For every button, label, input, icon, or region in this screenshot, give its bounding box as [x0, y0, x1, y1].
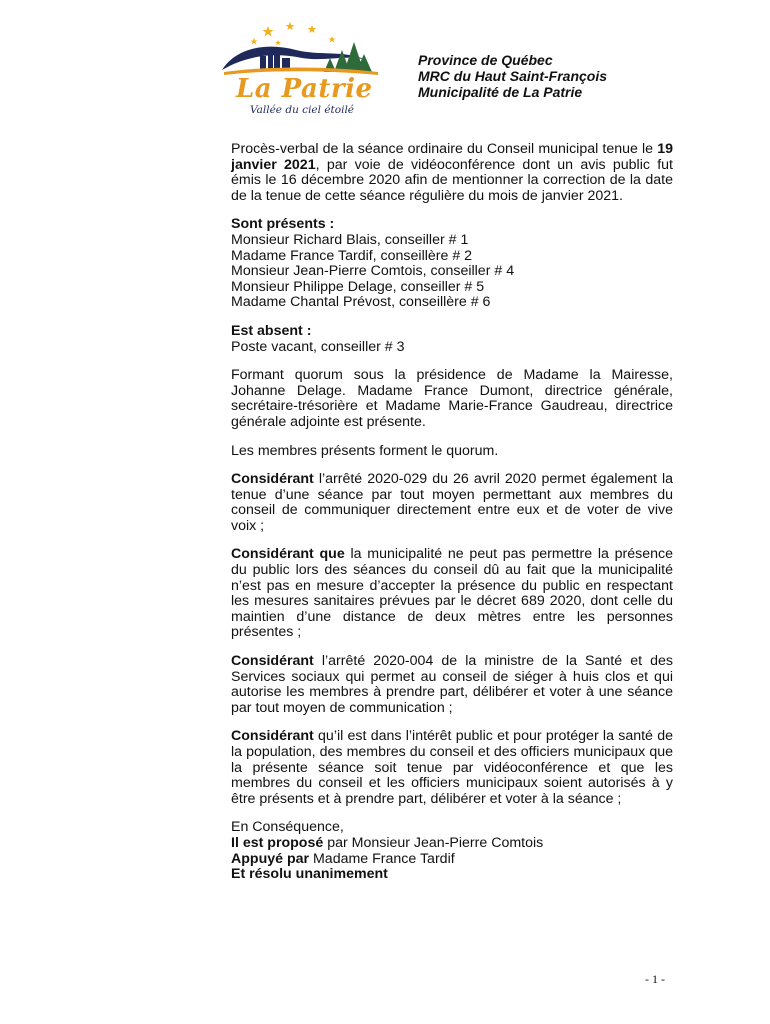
- consequence-line: En Conséquence,: [231, 819, 344, 836]
- present-members: [231, 217, 673, 311]
- present-member: Monsieur Jean-Pierre Comtois, conseiller # 4: [231, 263, 515, 280]
- logo-emblem-icon: [216, 20, 386, 80]
- logo-name: La Patrie: [236, 74, 373, 104]
- considerant-paragraph: Considérant l’arrêté 2020-029 du 26 avril 2020 permet également la tenue d’une séance par tout moyen permettant aux membres du conseil de communiquer directement entre eux et de voter de vive voix ;: [231, 471, 673, 534]
- present-member: Monsieur Philippe Delage, conseiller # 5: [231, 278, 485, 295]
- municipality-logo: [216, 20, 386, 116]
- resolved-line: Et résolu unanimement: [231, 866, 388, 883]
- quorum-statement: Les membres présents forment le quorum.: [231, 442, 499, 459]
- resolution-block: [231, 820, 673, 882]
- present-member: Monsieur Richard Blais, conseiller # 1: [231, 231, 469, 248]
- considerant-paragraph: Considérant l’arrêté 2020-004 de la ministre de la Santé et des Services sociaux qui permet au conseil de siéger à huis clos et qui autorise les membres à prendre part, délibérer et voter à une séance par tout moyen de communication ;: [231, 653, 673, 716]
- logo-tagline: Vallée du ciel étoilé: [250, 104, 355, 116]
- intro-paragraph: Procès-verbal de la séance ordinaire du Conseil municipal tenue le 19 janvier 2021, par voie de vidéoconférence dont un avis public fut émis le 16 décembre 2020 afin de mentionner la correction de la date de la tenue de cette séance régulière du mois de janvier 2021.: [231, 141, 673, 204]
- quorum-paragraph: Formant quorum sous la présidence de Madame la Mairesse, Johanne Delage. Madame France Dumont, directrice générale, secrétaire-trésorière et Madame Marie-France Gaudreau, directrice générale adjointe est présente.: [231, 367, 673, 430]
- minutes-body: [231, 142, 673, 896]
- meeting-date: 19 janvier 2021: [231, 141, 673, 173]
- considerant-paragraph: Considérant que la municipalité ne peut pas permettre la présence du public lors des séances du conseil dû au fait que la municipalité n’est pas en mesure d’accepter la présence du public en respectant les mesures sanitaires prévues par le décret 689 2020, dont celle du maintien d’une distance de deux mètres entre les personnes présentes ;: [231, 546, 673, 641]
- absent-members: [231, 324, 673, 355]
- considerant-paragraph: Considérant qu’il est dans l’intérêt public et pour protéger la santé de la population, des membres du conseil et des officiers municipaux que la présente séance soit tenue par vidéoconférence et que les membres du conseil et les officiers municipaux soient autorisés à y être présents et à prendre part, délibérer et voter à la séance ;: [231, 728, 673, 807]
- proposed-line: Il est proposé par Monsieur Jean-Pierre Comtois: [231, 834, 544, 851]
- present-member: Madame Chantal Prévost, conseillère # 6: [231, 294, 491, 311]
- page-number: - 1 -: [645, 972, 665, 986]
- stars-icon: [250, 22, 335, 45]
- seconded-line: Appuyé par Madame France Tardif: [231, 850, 455, 867]
- present-heading: Sont présents :: [231, 216, 335, 233]
- present-member: Madame France Tardif, conseillère # 2: [231, 247, 473, 264]
- absent-heading: Est absent :: [231, 322, 312, 339]
- absent-member: Poste vacant, conseiller # 3: [231, 338, 405, 355]
- document-header: [418, 52, 607, 100]
- header-mrc: MRC du Haut Saint-François: [418, 68, 608, 84]
- header-municipality: Municipalité de La Patrie: [418, 84, 583, 100]
- header-province: Province de Québec: [418, 52, 553, 68]
